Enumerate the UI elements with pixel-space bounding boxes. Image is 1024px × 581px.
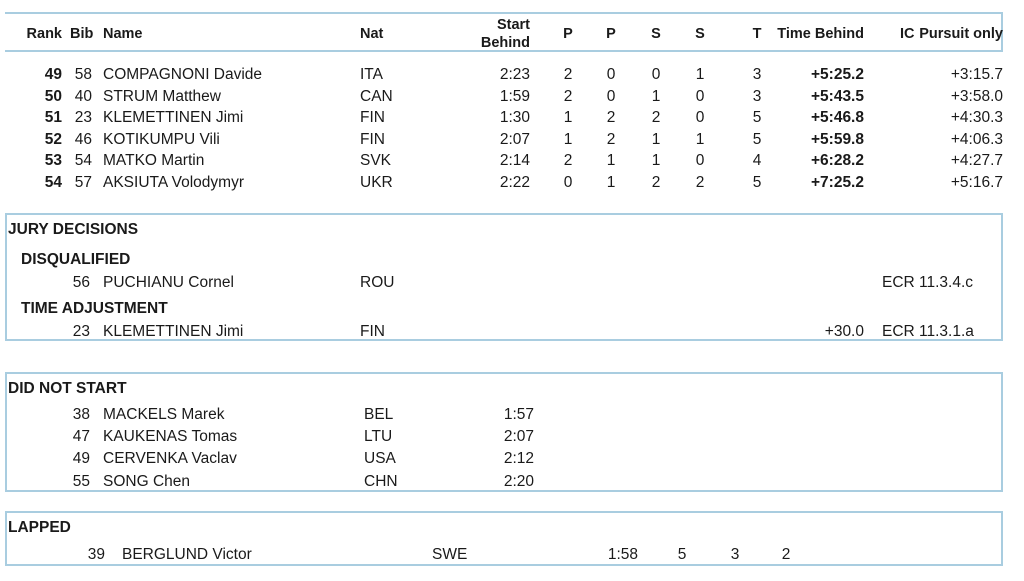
result-start: 1:59	[499, 87, 530, 105]
result-bib: 23	[74, 109, 92, 127]
result-time-behind: +5:46.8	[810, 109, 864, 127]
dns-start: 1:57	[503, 406, 534, 423]
result-s1: 0	[651, 66, 661, 83]
result-p1: 2	[563, 152, 573, 170]
result-nat: UKR	[360, 174, 393, 191]
result-pursuit: +3:58.0	[950, 87, 1003, 105]
result-name: AKSIUTA Volodymyr	[103, 174, 244, 191]
header-ic: IC	[900, 26, 915, 42]
result-p2: 0	[606, 87, 616, 105]
lapped-name: BERGLUND Victor	[122, 546, 252, 563]
result-time-behind: +6:28.2	[810, 152, 864, 170]
result-p1: 2	[563, 87, 573, 105]
adj-rule: ECR 11.3.1.a	[882, 323, 974, 340]
result-s2: 0	[695, 87, 705, 105]
result-nat: SVK	[360, 152, 392, 170]
header-behind: Behind	[480, 35, 530, 51]
result-s1: 1	[651, 130, 661, 148]
result-time-behind: +5:43.5	[810, 87, 864, 105]
dns-nat: USA	[364, 450, 396, 468]
header-p2: P	[606, 26, 616, 42]
result-time-behind: +5:59.8	[810, 130, 864, 148]
header-s1: S	[651, 26, 661, 42]
header-pursuit-only: Pursuit only	[919, 26, 1003, 42]
result-rank: 50	[44, 87, 62, 105]
lapped-p2: 3	[730, 546, 740, 563]
result-start: 1:30	[499, 109, 530, 127]
lapped-bib: 39	[87, 546, 105, 563]
result-pursuit: +4:27.7	[950, 152, 1003, 170]
dns-bib: 55	[72, 472, 90, 490]
result-t: 5	[752, 174, 762, 191]
result-start: 2:23	[499, 66, 530, 83]
header-name: Name	[103, 26, 143, 42]
result-bib: 57	[74, 174, 92, 191]
result-t: 5	[752, 130, 762, 148]
lapped-p1: 5	[677, 546, 687, 563]
result-name: STRUM Matthew	[103, 87, 221, 105]
result-time-behind: +7:25.2	[810, 174, 864, 191]
result-name: MATKO Martin	[103, 152, 205, 170]
result-s1: 2	[651, 109, 661, 127]
result-name: KLEMETTINEN Jimi	[103, 109, 244, 127]
dns-name: KAUKENAS Tomas	[103, 428, 238, 446]
result-pursuit: +5:16.7	[950, 174, 1003, 191]
header-s2: S	[695, 26, 705, 42]
dns-bib: 47	[72, 428, 90, 446]
result-bib: 46	[74, 130, 92, 148]
lapped-title: LAPPED	[8, 519, 71, 536]
result-pursuit: +4:06.3	[950, 130, 1003, 148]
dsq-nat: ROU	[360, 274, 395, 291]
result-name: COMPAGNONI Davide	[103, 66, 263, 83]
adj-name: KLEMETTINEN Jimi	[103, 323, 244, 340]
dns-nat: BEL	[364, 406, 394, 423]
dns-name: CERVENKA Vaclav	[103, 450, 237, 468]
result-t: 3	[752, 87, 762, 105]
dns-bib: 38	[72, 406, 90, 423]
result-p1: 1	[563, 109, 573, 127]
result-p1: 0	[563, 174, 573, 191]
dsq-name: PUCHIANU Cornel	[103, 274, 234, 291]
result-name: KOTIKUMPU Vili	[103, 130, 220, 148]
dns-start: 2:20	[503, 472, 534, 490]
result-p2: 0	[606, 66, 616, 83]
result-bib: 54	[74, 152, 92, 170]
result-nat: FIN	[360, 109, 385, 127]
result-s2: 2	[695, 174, 705, 191]
result-s1: 2	[651, 174, 661, 191]
result-time-behind: +5:25.2	[810, 66, 864, 83]
result-p2: 1	[606, 152, 616, 170]
dsq-bib: 56	[72, 274, 90, 291]
result-rank: 51	[44, 109, 62, 127]
dns-start: 2:12	[503, 450, 534, 468]
dsq-rule: ECR 11.3.4.c	[882, 274, 974, 291]
dns-name: MACKELS Marek	[103, 406, 225, 423]
header-bib: Bib	[70, 26, 94, 42]
header-t: T	[752, 26, 762, 42]
result-p2: 1	[606, 174, 616, 191]
header-time-behind: Time Behind	[777, 26, 864, 42]
result-bib: 58	[74, 66, 92, 83]
result-pursuit: +4:30.3	[950, 109, 1003, 127]
did-not-start-title: DID NOT START	[8, 380, 127, 397]
result-nat: ITA	[360, 66, 383, 83]
result-p1: 1	[563, 130, 573, 148]
lapped-s1: 2	[781, 546, 791, 563]
header-p1: P	[563, 26, 573, 42]
result-s1: 1	[651, 152, 661, 170]
dns-name: SONG Chen	[103, 472, 191, 490]
result-nat: FIN	[360, 130, 385, 148]
result-s1: 1	[651, 87, 661, 105]
jury-decisions-title: JURY DECISIONS	[8, 221, 139, 238]
time-adjustment-title: TIME ADJUSTMENT	[21, 300, 168, 317]
result-rank: 52	[44, 130, 62, 148]
lapped-nat: SWE	[432, 546, 468, 563]
disqualified-title: DISQUALIFIED	[21, 251, 131, 268]
result-s2: 1	[695, 66, 705, 83]
adj-bib: 23	[72, 323, 90, 340]
dns-nat: CHN	[364, 472, 398, 490]
result-start: 2:07	[499, 130, 530, 148]
dns-start: 2:07	[503, 428, 534, 446]
result-rank: 49	[44, 66, 62, 83]
header-start: Start	[496, 17, 530, 33]
result-t: 3	[752, 66, 762, 83]
result-p2: 2	[606, 109, 616, 127]
header-rank: Rank	[26, 26, 62, 42]
result-bib: 40	[74, 87, 92, 105]
result-s2: 0	[695, 109, 705, 127]
adj-time: +30.0	[824, 323, 864, 340]
result-rank: 53	[44, 152, 62, 170]
result-rank: 54	[44, 174, 62, 191]
dns-nat: LTU	[364, 428, 393, 446]
result-p1: 2	[563, 66, 573, 83]
result-start: 2:14	[499, 152, 530, 170]
result-pursuit: +3:15.7	[950, 66, 1003, 83]
result-t: 4	[752, 152, 762, 170]
result-start: 2:22	[499, 174, 530, 191]
result-s2: 0	[695, 152, 705, 170]
result-s2: 1	[695, 130, 705, 148]
adj-nat: FIN	[360, 323, 385, 340]
lapped-start: 1:58	[607, 546, 638, 563]
dns-bib: 49	[72, 450, 90, 468]
result-t: 5	[752, 109, 762, 127]
header-nat: Nat	[360, 26, 384, 42]
result-p2: 2	[606, 130, 616, 148]
result-nat: CAN	[360, 87, 393, 105]
